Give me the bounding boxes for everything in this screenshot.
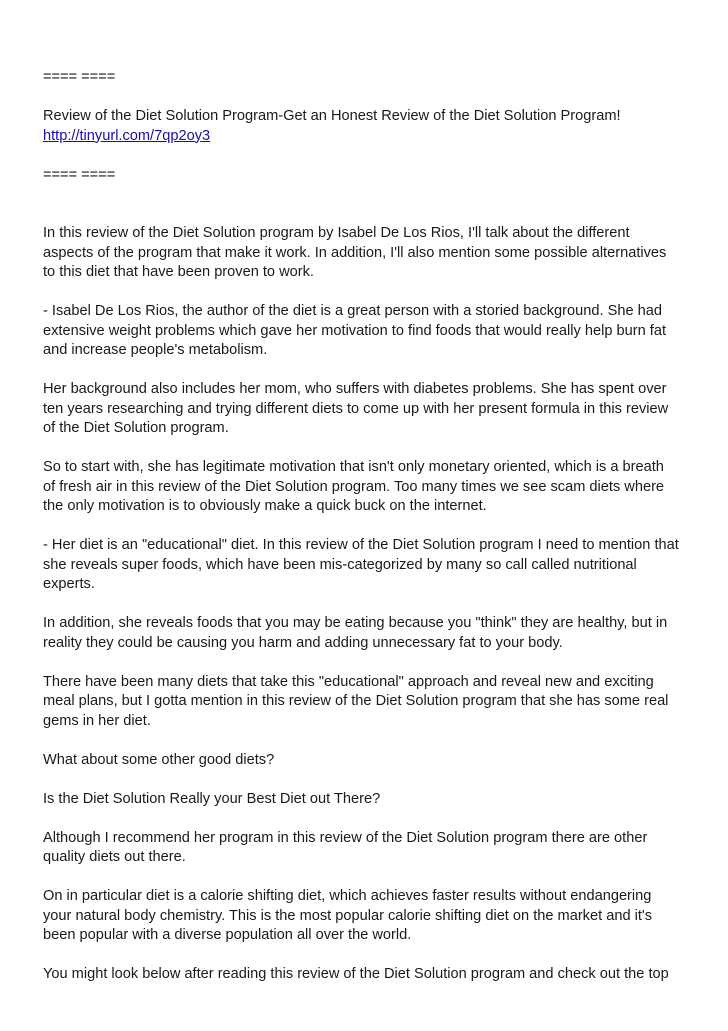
- paragraph-line: meal plans, but I gotta mention in this review of the Diet Solution program that she has some real: [43, 693, 669, 709]
- paragraph-line: gems in her diet.: [43, 712, 151, 729]
- paragraph-line: Her background also includes her mom, who suffers with diabetes problems. She has spent over: [43, 381, 667, 397]
- paragraph-line: ten years researching and trying different diets to come up with her present formula in this review: [43, 400, 669, 417]
- paragraph-line: - Isabel De Los Rios, the author of the diet is a great person with a storied background. She had: [43, 303, 662, 319]
- spacer: [43, 946, 688, 966]
- spacer: [43, 146, 688, 166]
- spacer: [43, 868, 688, 888]
- paragraph-line: - Her diet is an "educational" diet. In this review of the Diet Solution program I need to mention that: [43, 537, 679, 553]
- spacer: [43, 517, 688, 537]
- paragraph: [43, 458, 688, 517]
- paragraph-line: In this review of the Diet Solution program by Isabel De Los Rios, I'll talk about the different: [43, 225, 630, 241]
- spacer: [43, 361, 688, 381]
- paragraph-line: of the Diet Solution program.: [43, 420, 229, 436]
- paragraph-line: she reveals super foods, which have been mis-categorized by many so call called nutritional: [43, 556, 637, 573]
- paragraph-line: been popular with a diverse population all over the world.: [43, 927, 412, 943]
- paragraph-line: There have been many diets that take this "educational" approach and reveal new and exciting: [43, 673, 654, 690]
- paragraph-line: your natural body chemistry. This is the most popular calorie shifting diet on the market and it's: [43, 907, 652, 924]
- divider-bottom: ==== ====: [43, 166, 116, 183]
- paragraph: [43, 224, 688, 283]
- paragraph: [43, 614, 688, 653]
- paragraph-line: On in particular diet is a calorie shifting diet, which achieves faster results without endangering: [43, 888, 652, 904]
- paragraph: [43, 965, 688, 985]
- paragraph-line: aspects of the program that make it work. In addition, I'll also mention some possible alternatives: [43, 244, 667, 261]
- paragraph: [43, 380, 688, 439]
- paragraph-line: reality they could be causing you harm and adding unnecessary fat to your body.: [43, 634, 563, 651]
- spacer: [43, 283, 688, 303]
- paragraph-line: and increase people's metabolism.: [43, 342, 268, 358]
- divider-top: ==== ====: [43, 69, 116, 85]
- paragraph-line: extensive weight problems which gave her motivation to find foods that would really help burn fat: [43, 322, 667, 339]
- spacer: [43, 809, 688, 829]
- spacer: [43, 88, 688, 108]
- paragraph: [43, 829, 688, 868]
- source-link-line: [43, 127, 688, 147]
- paragraph-line: In addition, she reveals foods that you may be eating because you "think" they are healthy, but in: [43, 615, 668, 631]
- paragraph: [43, 673, 688, 732]
- paragraph-line: to this diet that have been proven to work.: [43, 264, 314, 280]
- paragraph-line: What about some other good diets?: [43, 751, 275, 768]
- spacer: [43, 185, 688, 224]
- spacer: [43, 595, 688, 615]
- paragraph: [43, 302, 688, 361]
- paragraph-line: experts.: [43, 576, 95, 592]
- spacer: [43, 653, 688, 673]
- spacer: [43, 770, 688, 790]
- paragraph: [43, 536, 688, 595]
- article-body: [43, 224, 688, 985]
- paragraph: [43, 790, 688, 810]
- spacer: [43, 439, 688, 459]
- paragraph-line: the only motivation is to obviously make a quick buck on the internet.: [43, 498, 487, 514]
- paragraph-line: So to start with, she has legitimate motivation that isn't only monetary oriented, which is a breath: [43, 459, 664, 475]
- spacer: [43, 731, 688, 751]
- paragraph-line: Is the Diet Solution Really your Best Diet out There?: [43, 790, 381, 807]
- paragraph: [43, 887, 688, 946]
- paragraph: [43, 751, 688, 771]
- paragraph-line: Although I recommend her program in this review of the Diet Solution program there are other: [43, 829, 648, 846]
- paragraph-line: of fresh air in this review of the Diet Solution program. Too many times we see scam diets where: [43, 478, 665, 495]
- paragraph-line: quality diets out there.: [43, 849, 186, 865]
- document-title: Review of the Diet Solution Program-Get an Honest Review of the Diet Solution Program!: [43, 108, 621, 124]
- source-link[interactable]: http://tinyurl.com/7qp2oy3: [43, 127, 211, 144]
- paragraph-line: You might look below after reading this review of the Diet Solution program and check out the top: [43, 966, 669, 982]
